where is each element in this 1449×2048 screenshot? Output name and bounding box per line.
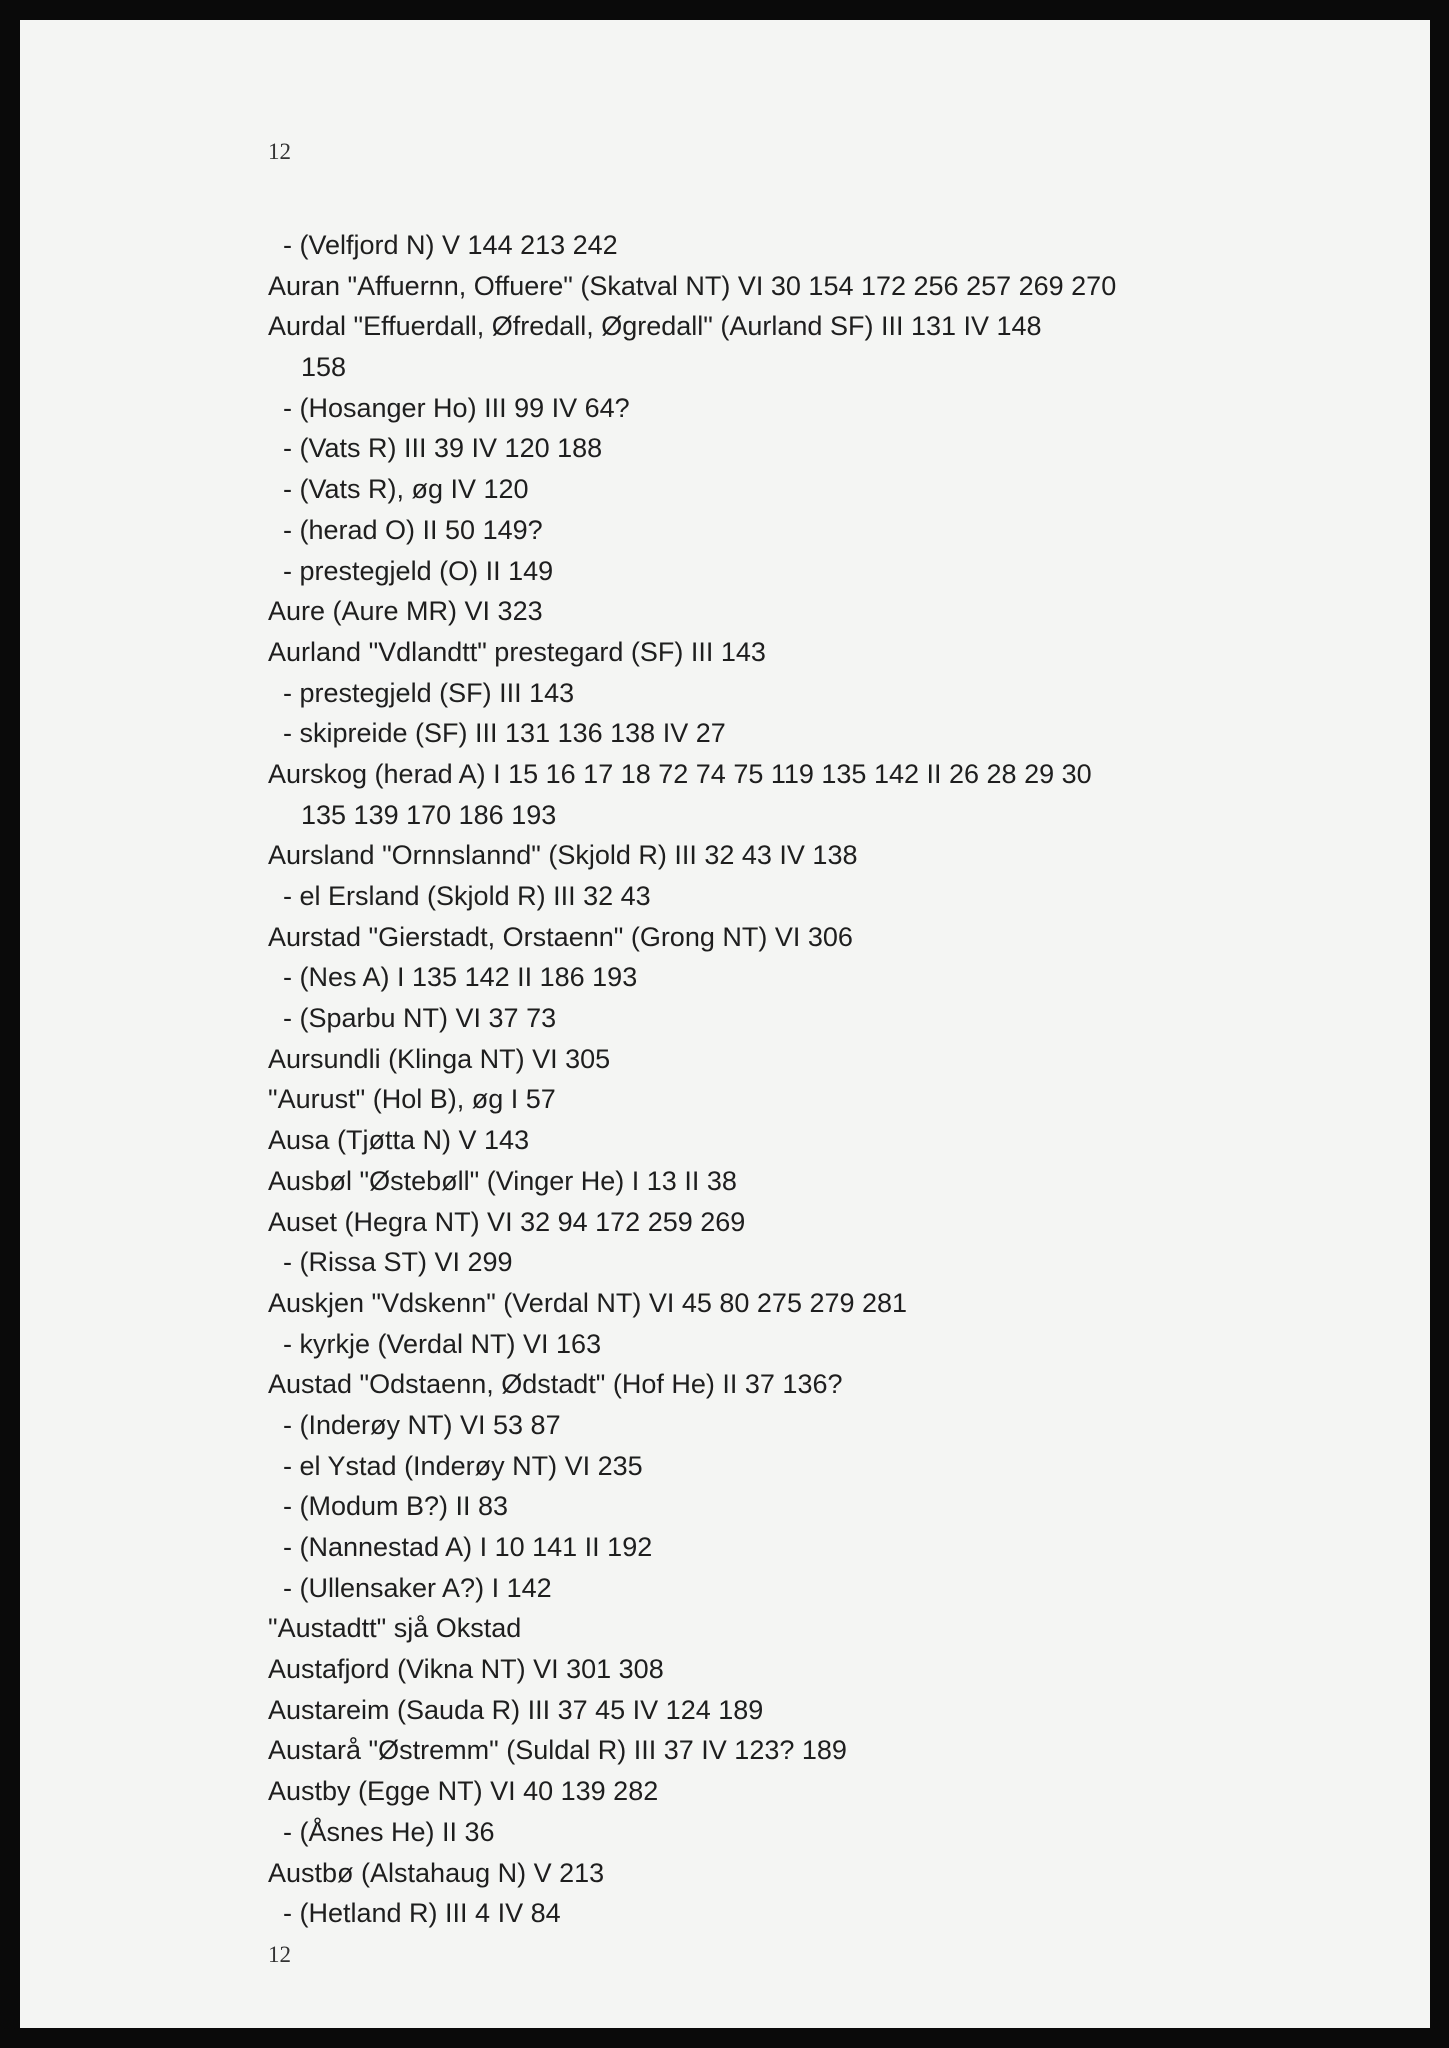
index-entry: "Austadtt" sjå Okstad [268,1613,522,1644]
index-entry: Austareim (Sauda R) III 37 45 IV 124 189 [268,1694,764,1725]
index-entry: Aursland "Ornnslannd" (Skjold R) III 32 43 IV 138 [268,840,858,871]
index-subentry: - kyrkje (Verdal NT) VI 163 [283,1328,602,1359]
index-subentry: - (Hosanger Ho) III 99 IV 64? [283,392,630,423]
index-entry: Ausa (Tjøtta N) V 143 [268,1125,530,1156]
index-entry: Auset (Hegra NT) VI 32 94 172 259 269 [268,1206,746,1237]
index-subentry: - prestegjeld (O) II 149 [283,555,554,586]
index-entry: Aure (Aure MR) VI 323 [268,596,543,627]
index-subentry: - (Velfjord N) V 144 213 242 [283,230,618,260]
document-page [20,20,1430,2028]
index-entry: Aurland "Vdlandtt" prestegard (SF) III 143 [268,636,766,667]
index-subentry: - (Sparbu NT) VI 37 73 [283,1003,557,1034]
index-entry-continuation: 158 [301,352,347,383]
index-subentry: - el Ystad (Inderøy NT) VI 235 [283,1450,643,1481]
index-subentry: - (Rissa ST) VI 299 [283,1247,513,1278]
index-entry: Auran "Affuernn, Offuere" (Skatval NT) VI 30 154 172 256 257 269 270 [268,270,1117,301]
index-entry: "Aurust" (Hol B), øg I 57 [268,1084,556,1115]
index-entry: Austafjord (Vikna NT) VI 301 308 [268,1654,664,1685]
page-number-header: 12 [268,139,291,164]
index-subentry: - el Ersland (Skjold R) III 32 43 [283,881,651,911]
index-entry: Austby (Egge NT) VI 40 139 282 [268,1776,659,1807]
index-entry-list [268,225,1388,1934]
index-entry: Auskjen "Vdskenn" (Verdal NT) VI 45 80 275 279 281 [268,1287,908,1318]
page-number-footer: 12 [268,1942,291,1967]
index-entry: Austbø (Alstahaug N) V 213 [268,1857,605,1888]
index-subentry: - (Åsnes He) II 36 [283,1816,495,1847]
index-entry: Austad "Odstaenn, Ødstadt" (Hof He) II 37 136? [268,1369,843,1400]
index-subentry: - (herad O) II 50 149? [283,514,543,545]
index-subentry: - (Nannestad A) I 10 141 II 192 [283,1532,653,1562]
index-entry: Aurskog (herad A) I 15 16 17 18 72 74 75 119 135 142 II 26 28 29 30 [268,758,1092,789]
index-entry: Aurdal "Effuerdall, Øfredall, Øgredall" (Aurland SF) III 131 IV 148 [268,311,1042,342]
index-subentry: - (Ullensaker A?) I 142 [283,1572,552,1603]
index-subentry: - prestegjeld (SF) III 143 [283,677,575,708]
index-subentry: - (Vats R) III 39 IV 120 188 [283,433,603,464]
index-entry: Ausbøl "Østebøll" (Vinger He) I 13 II 38 [268,1165,737,1196]
index-subentry: - (Modum B?) II 83 [283,1491,509,1522]
index-subentry: - (Hetland R) III 4 IV 84 [283,1898,561,1929]
index-subentry: - (Vats R), øg IV 120 [283,474,529,505]
index-entry: Austarå "Østremm" (Suldal R) III 37 IV 123? 189 [268,1735,847,1766]
index-entry-continuation: 135 139 170 186 193 [301,799,557,830]
index-entry: Aursundli (Klinga NT) VI 305 [268,1043,611,1074]
index-entry: Aurstad "Gierstadt, Orstaenn" (Grong NT) VI 306 [268,921,853,952]
index-subentry: - skipreide (SF) III 131 136 138 IV 27 [283,718,726,749]
index-subentry: - (Nes A) I 135 142 II 186 193 [283,962,638,993]
index-subentry: - (Inderøy NT) VI 53 87 [283,1409,561,1440]
